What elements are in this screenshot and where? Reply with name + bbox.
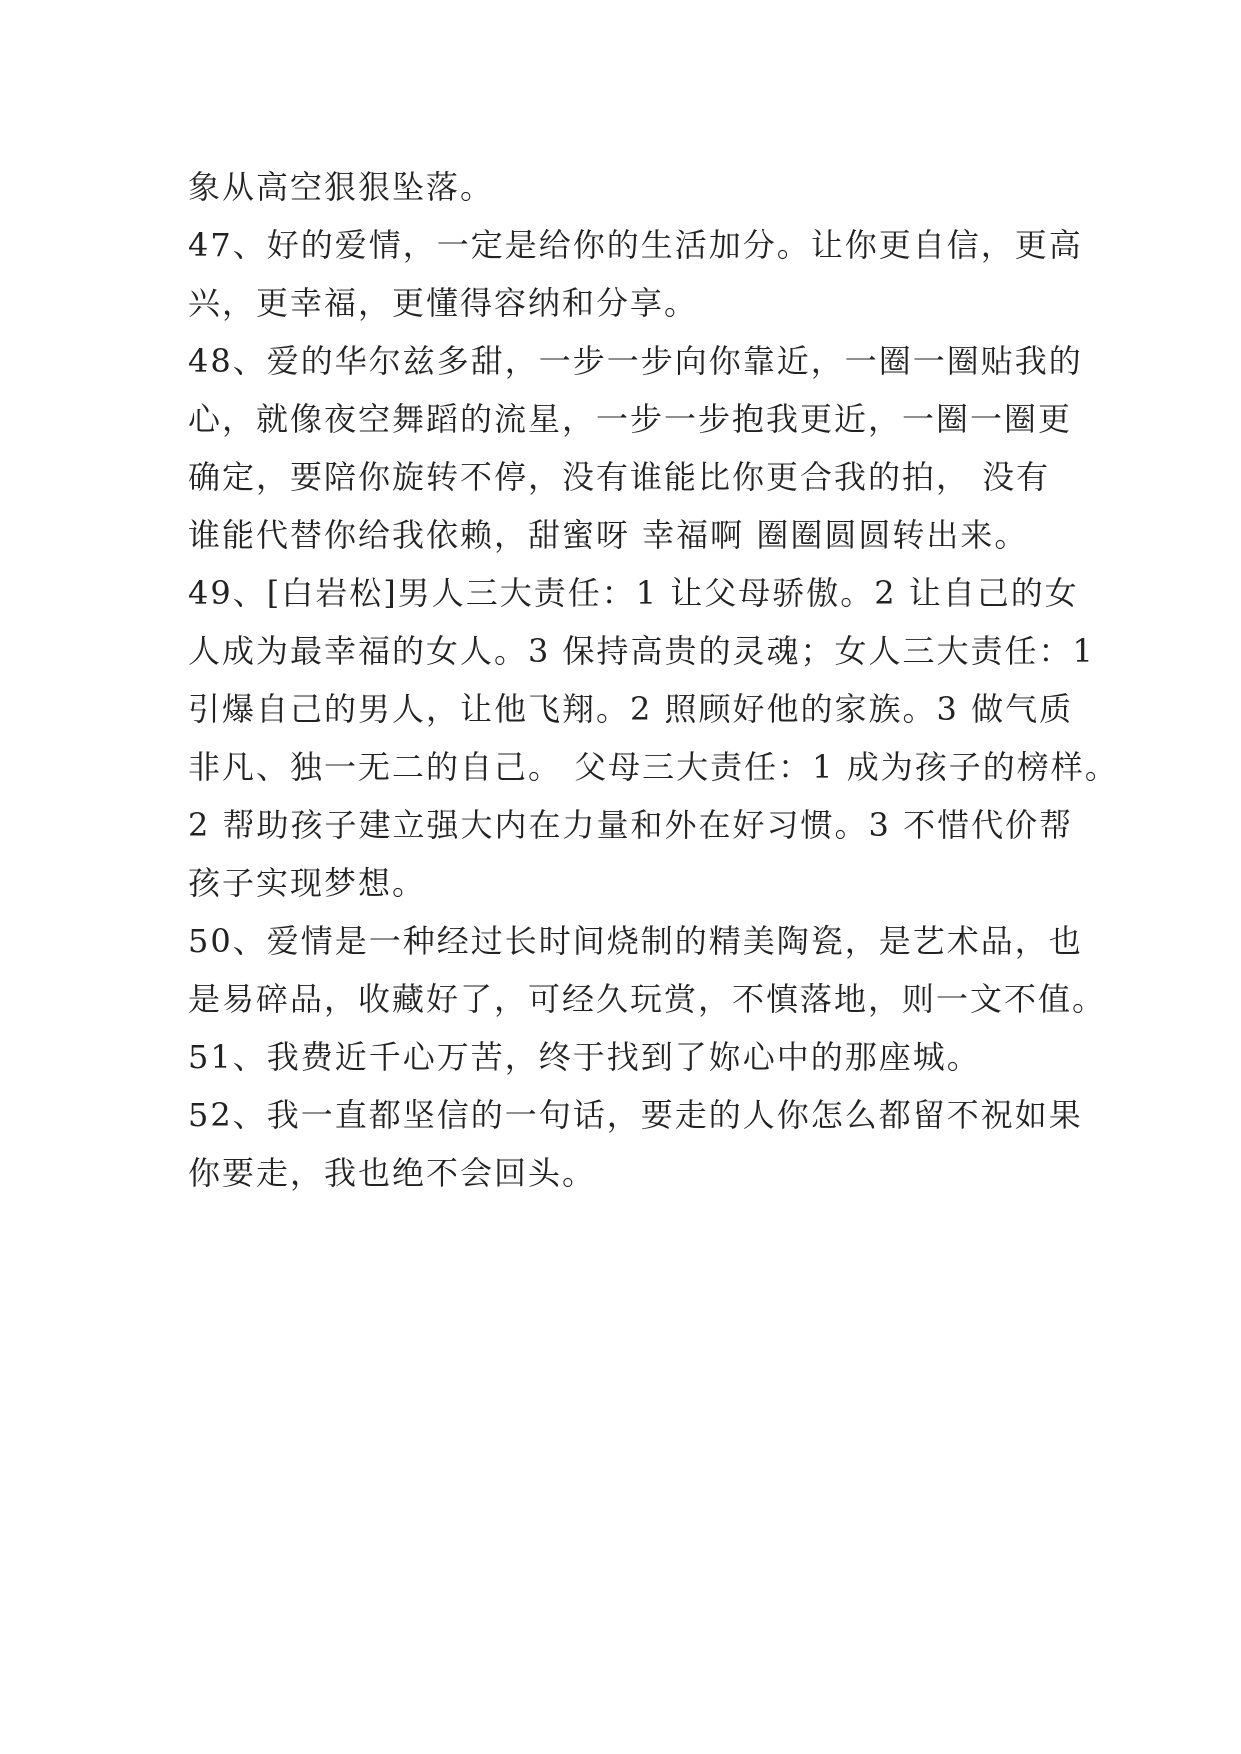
text-line: 51、我费近千心万苦，终于找到了妳心中的那座城。: [188, 1038, 981, 1076]
text-line: 49、[白岩松]男人三大责任：1 让父母骄傲。2 让自己的女: [188, 574, 1079, 612]
text-line: 50、爱情是一种经过长时间烧制的精美陶瓷，是艺术品，也: [188, 922, 1083, 960]
text-line: 非凡、独一无二的自己。 父母三大责任：1 成为孩子的榜样。: [188, 748, 1119, 786]
text-line: 象从高空狠狠坠落。: [188, 168, 495, 206]
document-body: [188, 158, 1119, 1202]
text-line: 是易碎品，收藏好了，可经久玩赏，不慎落地，则一文不值。: [188, 980, 1107, 1018]
text-line: 48、爱的华尔兹多甜，一步一步向你靠近，一圈一圈贴我的: [188, 342, 1083, 380]
text-line: 确定，要陪你旋转不停，没有谁能比你更合我的拍， 没有: [188, 458, 1051, 496]
text-line: 兴，更幸福，更懂得容纳和分享。: [188, 284, 699, 322]
text-line: 心，就像夜空舞蹈的流星，一步一步抱我更近，一圈一圈更: [188, 400, 1073, 438]
text-line: 47、好的爱情，一定是给你的生活加分。让你更自信，更高: [188, 226, 1083, 264]
text-line: 你要走，我也绝不会回头。: [188, 1154, 597, 1192]
text-line: 人成为最幸福的女人。3 保持高贵的灵魂；女人三大责任：1: [188, 632, 1095, 670]
text-line: 2 帮助孩子建立强大内在力量和外在好习惯。3 不惜代价帮: [188, 806, 1074, 844]
text-line: 谁能代替你给我依赖，甜蜜呀 幸福啊 圈圈圆圆转出来。: [188, 516, 1029, 554]
text-line: 引爆自己的男人，让他飞翔。2 照顾好他的家族。3 做气质: [188, 690, 1074, 728]
text-line: 52、我一直都坚信的一句话，要走的人你怎么都留不祝如果: [188, 1096, 1083, 1134]
text-line: 孩子实现梦想。: [188, 864, 427, 902]
